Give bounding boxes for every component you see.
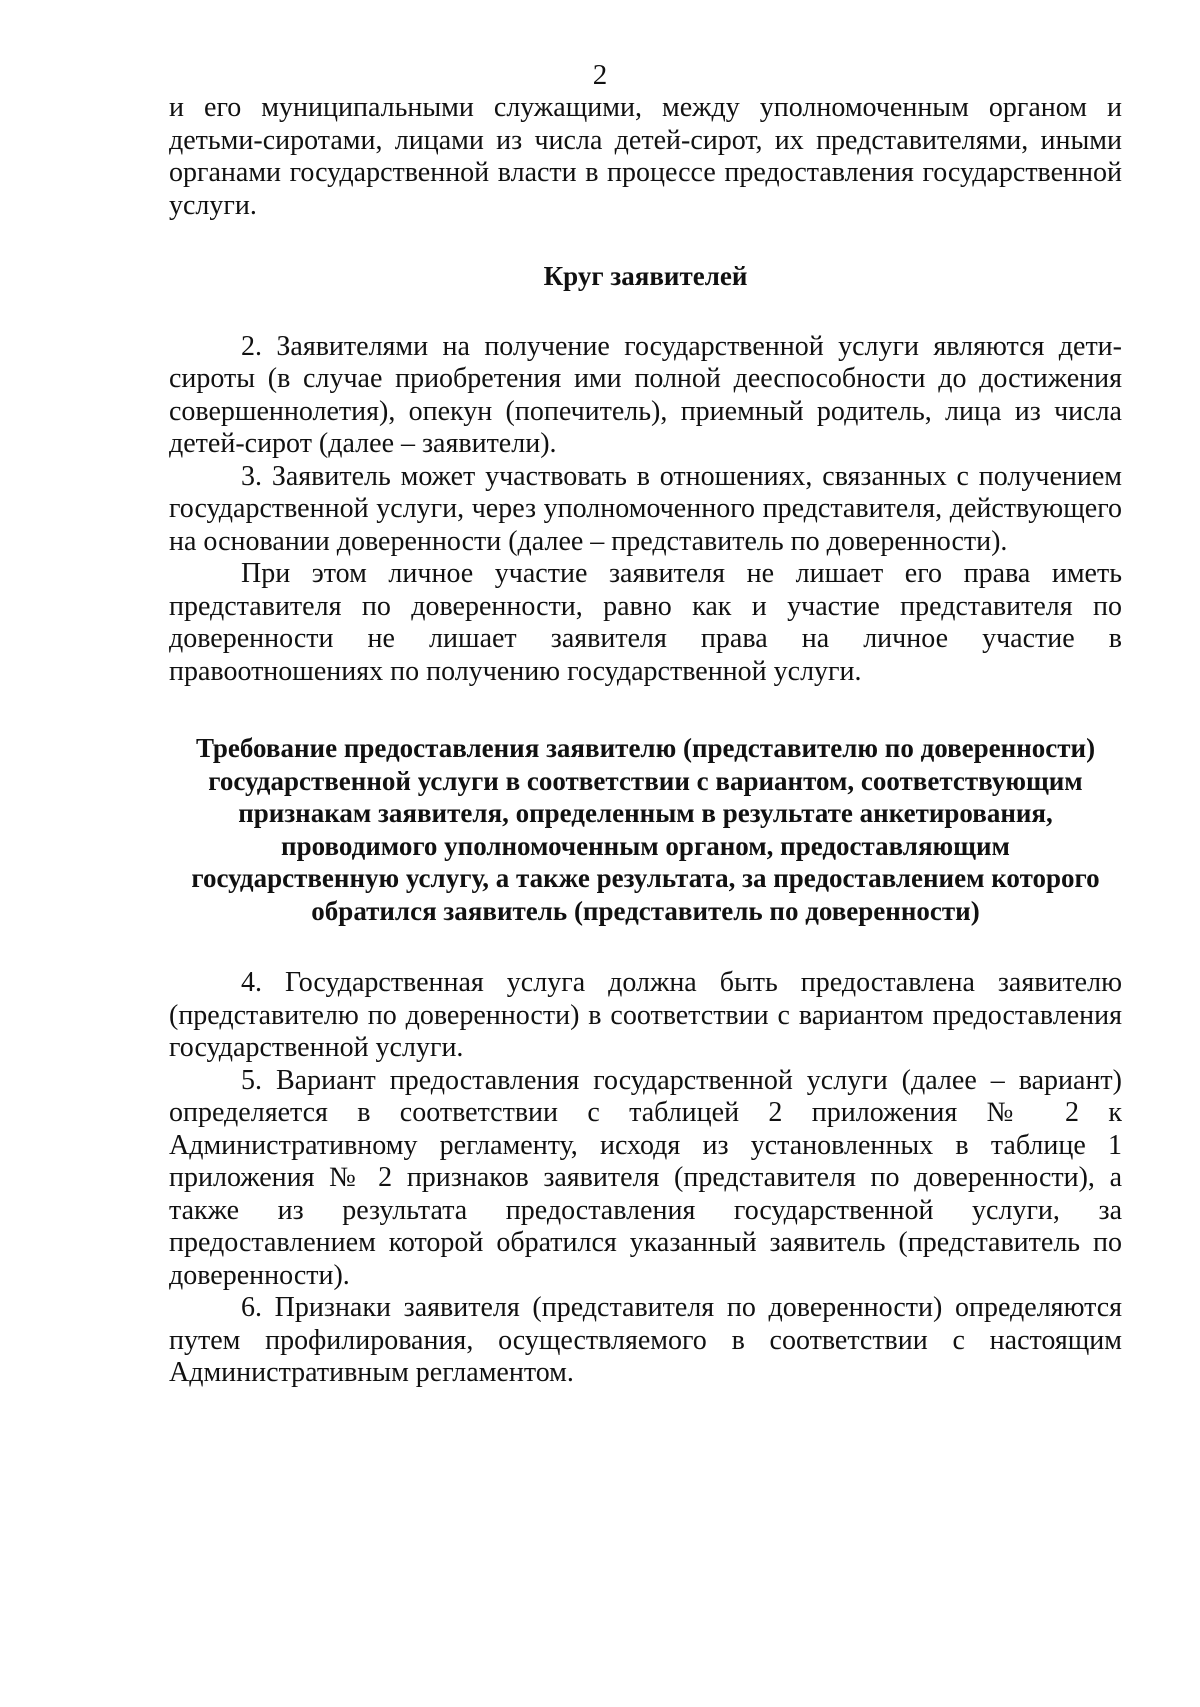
- paragraph-5: 5. Вариант предоставления государственной услуги (далее – вариант) определяется в соответствии с таблицей 2 приложения № 2 к Административному регламенту, исходя из установленных в таблице 1 приложения № 2 признаков заявителя (представителя по доверенности), а также из результата предоставления государственной услуги, за предоставлением которой обратился указанный заявитель (представитель по доверенности).: [169, 1064, 1122, 1291]
- paragraph-continuation: и его муниципальными служащими, между уполномоченным органом и детьми-сиротами, лицами из числа детей-сирот, их представителями, иными органами государственной власти в процессе предоставления государственной услуги.: [169, 92, 1122, 221]
- section-heading-requirement: Требование предоставления заявителю (представителю по доверенности) государственной услуги в соответствии с вариантом, соответствующим признакам заявителя, определенным в результате анкетирования, проводимого уполномоченным органом, предоставляющим государственную услугу, а также результата, за предоставлением которого обратился заявитель (представитель по доверенности): [191, 733, 1100, 926]
- page-number: 2: [592, 59, 608, 91]
- paragraph-3: 3. Заявитель может участвовать в отношениях, связанных с получением государственной услуги, через уполномоченного представителя, действующего на основании доверенности (далее – представитель по доверенности).: [169, 460, 1122, 557]
- paragraph-4: 4. Государственная услуга должна быть предоставлена заявителю (представителю по доверенности) в соответствии с вариантом предоставления государственной услуги.: [169, 967, 1122, 1063]
- paragraph-6: 6. Признаки заявителя (представителя по доверенности) определяются путем профилирования, осуществляемого в соответствии с настоящим Административным регламентом.: [169, 1292, 1122, 1388]
- document-body: [169, 92, 1122, 1390]
- paragraph-2: 2. Заявителями на получение государственной услуги являются дети-сироты (в случае приобретения ими полной дееспособности до достижения совершеннолетия), опекун (попечитель), приемный родитель, лица из числа детей-сирот (далее – заявители).: [169, 330, 1122, 459]
- section-heading-applicants: Круг заявителей: [543, 261, 748, 291]
- paragraph-3-continued: При этом личное участие заявителя не лишает его права иметь представителя по доверенности, равно как и участие представителя по доверенности не лишает заявителя права на личное участие в правоотношениях по получению государственной услуги.: [169, 558, 1122, 687]
